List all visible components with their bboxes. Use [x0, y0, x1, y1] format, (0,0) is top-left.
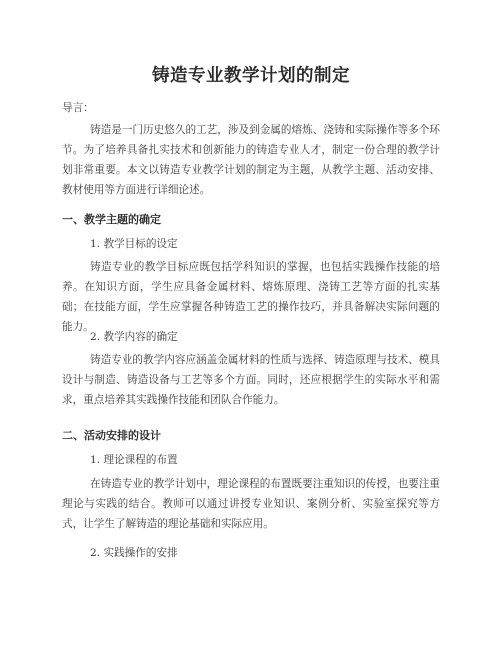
intro-label: 导言： — [62, 102, 94, 114]
subsection-paragraph: 铸造专业的教学内容应涵盖金属材料的性质与选择、铸造原理与技术、模具设计与制造、铸造设备与工艺等多个方面。同时，还应根据学生的实际水平和需求，重点培养其实践操作技能和团队合作能力。 — [62, 354, 440, 406]
subsection-paragraph: 铸造专业的教学目标应既包括学科知识的掌握，也包括实践操作技能的培养。在知识方面，学生应具备金属材料、熔炼原理、浇铸工艺等方面的扎实基础；在技能方面，学生应掌握各种铸造工艺的操作技巧，并具备解决实际问题的能力。 — [62, 261, 440, 333]
document-title: 铸造专业教学计划的制定 — [152, 66, 350, 86]
subsection-heading: 2. 实践操作的安排 — [90, 547, 178, 559]
subsection-heading: 1. 教学目标的设定 — [90, 238, 178, 250]
subsection-heading: 2. 教学内容的确定 — [90, 331, 178, 343]
section-heading: 一、教学主题的确定 — [62, 213, 161, 226]
section-heading: 二、活动安排的设计 — [62, 429, 161, 442]
subsection-heading: 1. 理论课程的布置 — [90, 454, 178, 466]
intro-paragraph: 铸造是一门历史悠久的工艺，涉及到金属的熔炼、浇铸和实际操作等多个环节。为了培养具备扎实技术和创新能力的铸造专业人才，制定一份合理的教学计划非常重要。本文以铸造专业教学计划的制定为主题，从教学主题、活动安排、教材使用等方面进行详细论述。 — [62, 124, 440, 196]
subsection-paragraph: 在铸造专业的教学计划中，理论课程的布置既要注重知识的传授，也要注重理论与实践的结合。教师可以通过讲授专业知识、案例分析、实验室探究等方式，让学生了解铸造的理论基础和实际应用。 — [62, 478, 440, 530]
